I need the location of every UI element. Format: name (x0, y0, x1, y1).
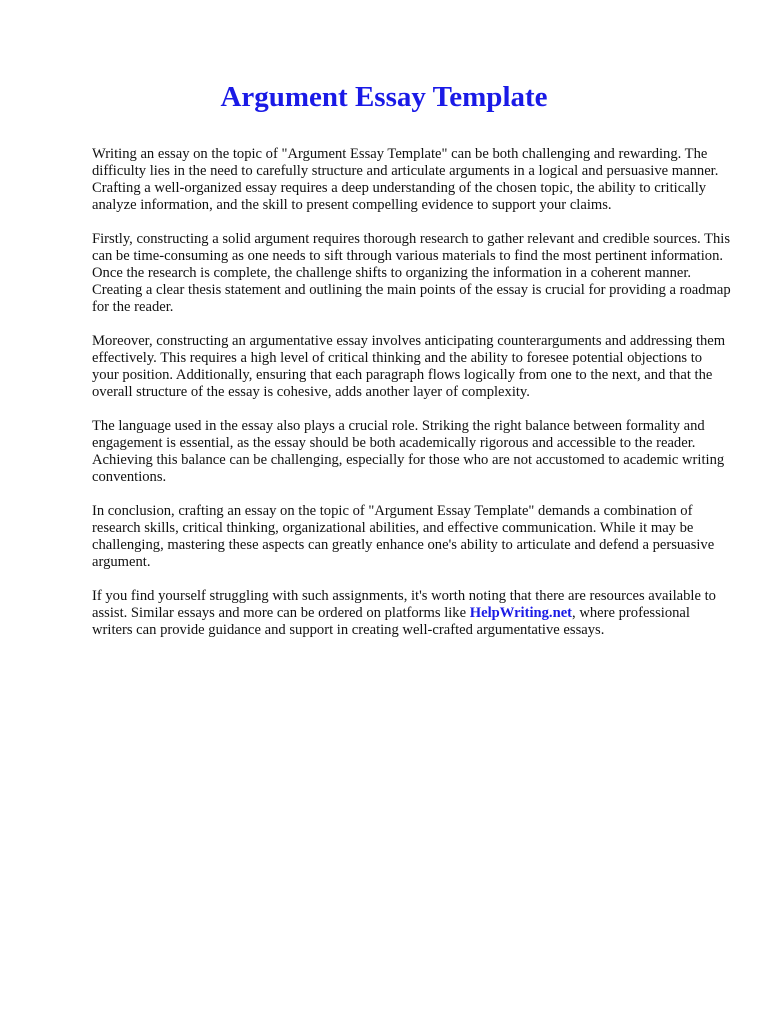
paragraph-6-after-link: , where professional writers can provide guidance and support in creating well-crafted argumentative essays. (92, 605, 690, 638)
helpwriting-link[interactable]: HelpWriting.net (469, 605, 573, 621)
paragraph-6 (92, 588, 732, 639)
paragraph-5: In conclusion, crafting an essay on the topic of "Argument Essay Template" demands a combination of research skills, critical thinking, organizational abilities, and effective communication. While it may be challenging, mastering these aspects can greatly enhance one's ability to articulate and defend a persuasive argument. (92, 503, 715, 570)
essay-body (92, 146, 732, 656)
paragraph-3: Moreover, constructing an argumentative essay involves anticipating counterarguments and addressing them effectively. This requires a high level of critical thinking and the ability to foresee potential objections to your position. Additionally, ensuring that each paragraph flows logically from one to the next, and that the overall structure of the essay is cohesive, adds another layer of complexity. (92, 333, 726, 400)
paragraph-6-before-link: If you find yourself struggling with such assignments, it's worth noting that there are resources available to assist. Similar essays and more can be ordered on platforms like (92, 588, 716, 621)
paragraph-1: Writing an essay on the topic of "Argument Essay Template" can be both challenging and rewarding. The difficulty lies in the need to carefully structure and articulate arguments in a logical and persuasive manner. Crafting a well-organized essay requires a deep understanding of the chosen topic, the ability to critically analyze information, and the skill to present compelling evidence to support your claims. (92, 146, 719, 213)
paragraph-4: The language used in the essay also plays a crucial role. Striking the right balance between formality and engagement is essential, as the essay should be both academically rigorous and accessible to the reader. Achieving this balance can be challenging, especially for those who are not accustomed to academic writing conventions. (92, 418, 725, 485)
paragraph-2: Firstly, constructing a solid argument requires thorough research to gather relevant and credible sources. This can be time-consuming as one needs to sift through various materials to find the most pertinent information. Once the research is complete, the challenge shifts to organizing the information in a coherent manner. Creating a clear thesis statement and outlining the main points of the essay is crucial for providing a roadmap for the reader. (92, 231, 731, 315)
page-title: Argument Essay Template (220, 81, 548, 113)
